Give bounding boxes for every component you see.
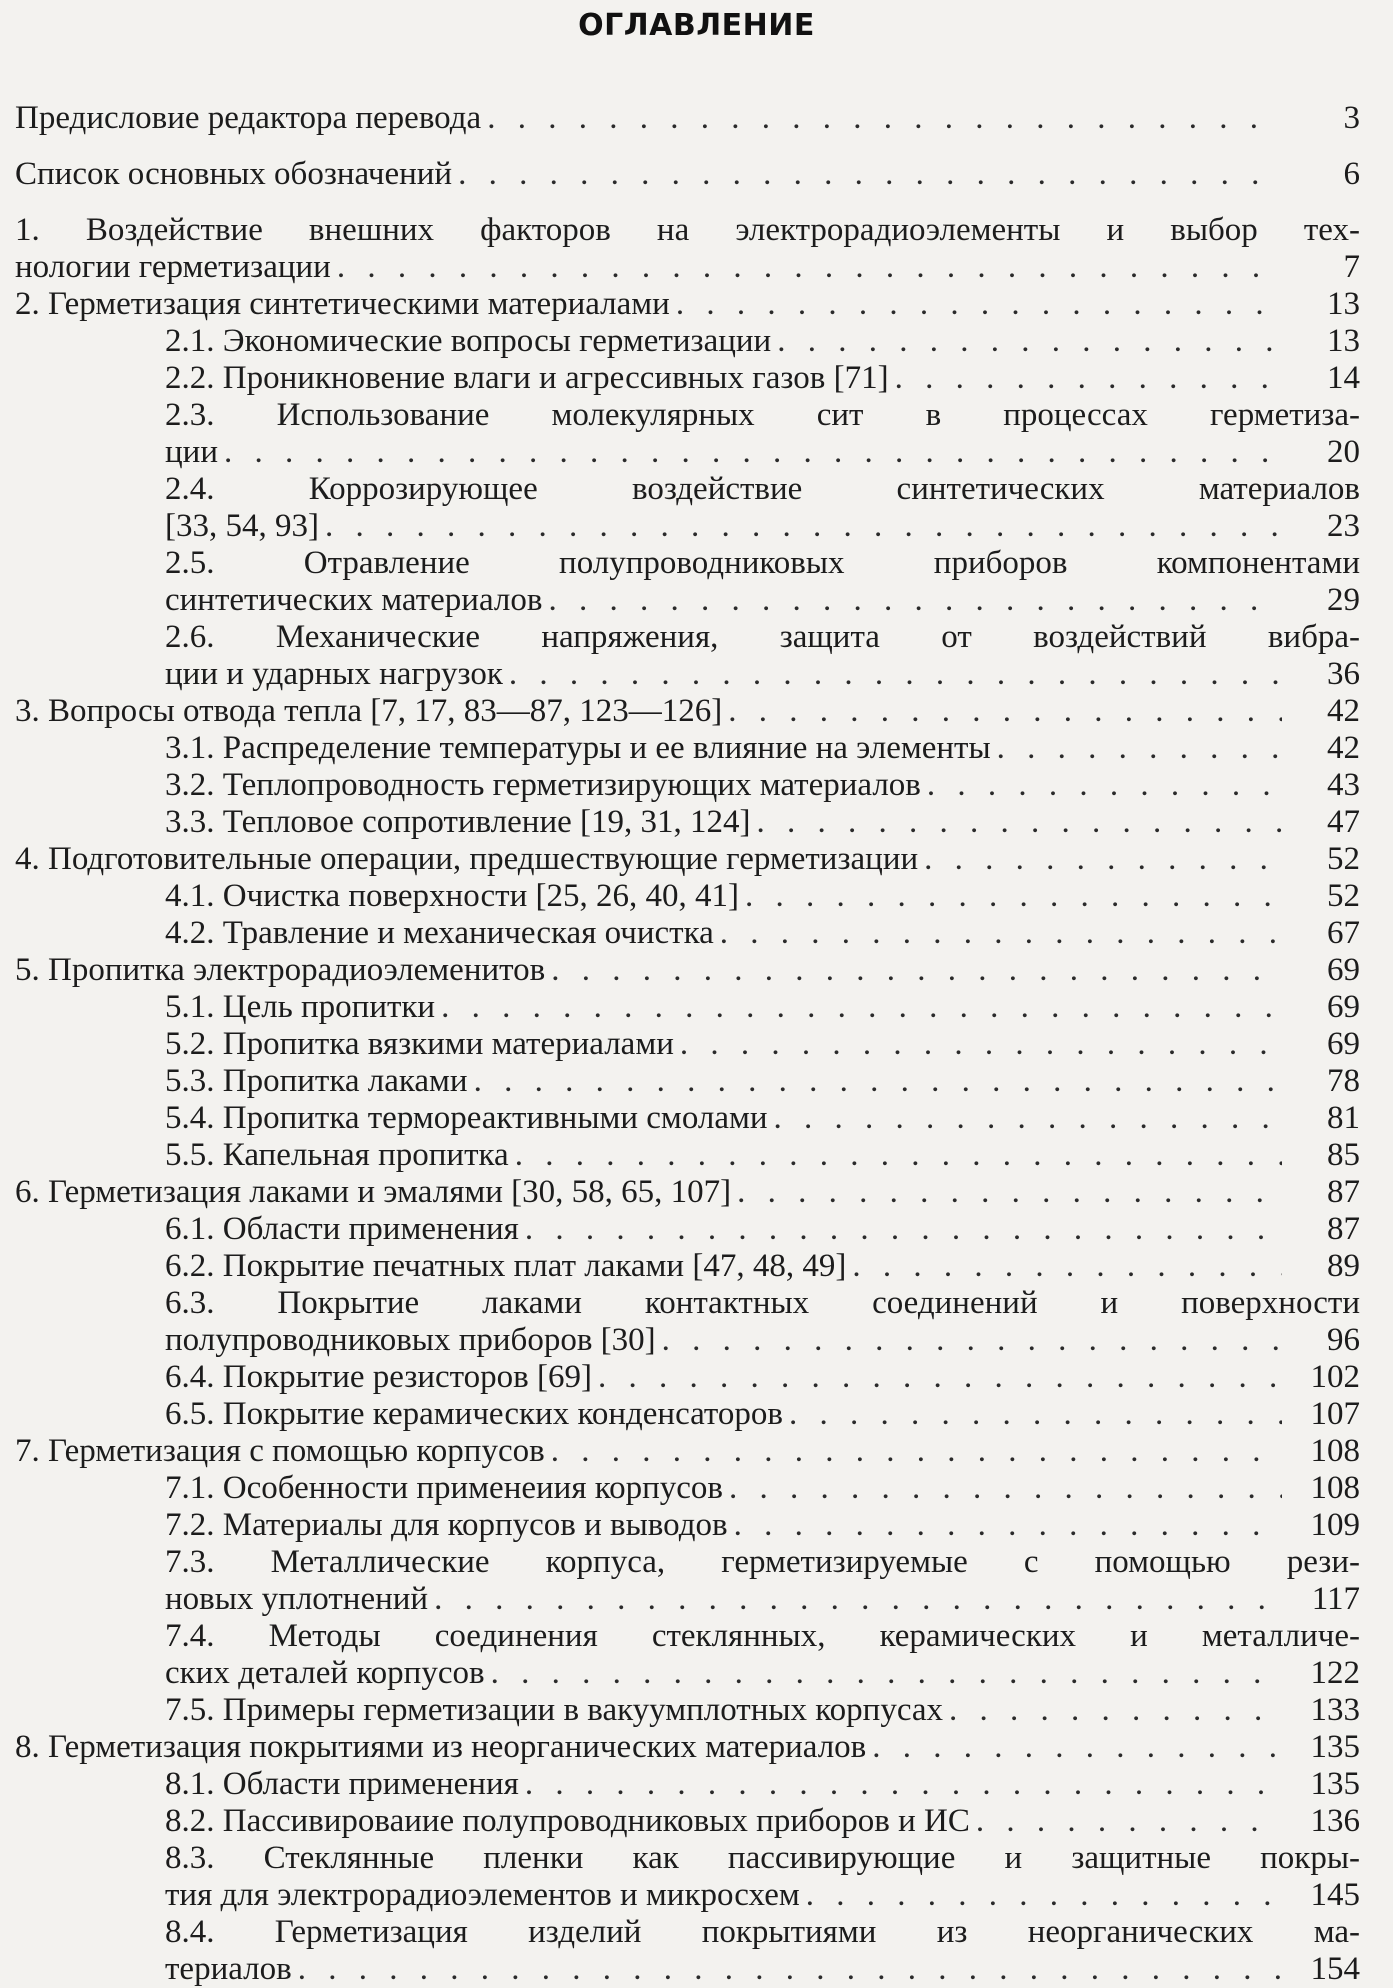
toc-entry-last-line <box>165 1322 1360 1359</box>
toc-entry[interactable] <box>15 1285 1360 1359</box>
toc-entry-title: 7.1. Особенности применеиия корпусов <box>165 1470 724 1506</box>
dot-leader <box>485 1655 1282 1692</box>
toc-entry-title: 4.1. Очистка поверхности [25, 26, 40, 41] <box>165 878 739 914</box>
toc-entry-page-number: 69 <box>1327 989 1360 1025</box>
dot-leader <box>503 656 1282 693</box>
toc-entry-page-number: 42 <box>1327 693 1360 729</box>
toc-entry-last-line <box>165 434 1360 471</box>
toc-entry[interactable] <box>15 952 1360 989</box>
toc-entry-last-line <box>165 1100 1360 1137</box>
toc-entry-page-number: 133 <box>1310 1692 1360 1728</box>
dot-leader <box>921 767 1282 804</box>
toc-entry[interactable] <box>15 360 1360 397</box>
toc-entry-last-line <box>165 1507 1360 1544</box>
dot-leader <box>674 1026 1282 1063</box>
toc-entry[interactable] <box>15 1618 1360 1692</box>
toc-entry-title: новых уплотнений <box>165 1581 429 1617</box>
toc-entry[interactable] <box>15 1840 1360 1914</box>
toc-entry-page-number: 87 <box>1327 1174 1360 1210</box>
toc-entry-last-line <box>165 1951 1360 1988</box>
toc-entry-title: тия для электрорадиоэлементов и микросхем <box>165 1877 800 1913</box>
toc-entry[interactable] <box>15 1026 1360 1063</box>
toc-entry-page-number: 135 <box>1310 1729 1360 1765</box>
toc-entry-page-number: 29 <box>1327 582 1360 618</box>
toc-entry[interactable] <box>15 1248 1360 1285</box>
dot-leader <box>331 249 1282 286</box>
toc-entry-title: 3.2. Теплопроводность герметизирующих материалов <box>165 767 921 803</box>
toc-entry-page-number: 154 <box>1310 1951 1360 1987</box>
toc-entry-title: 6.5. Покрытие керамических конденсаторов <box>165 1396 783 1432</box>
toc-entry-title: 8. Герметизация покрытиями из неорганических материалов <box>15 1729 867 1765</box>
toc-entry-page-number: 145 <box>1310 1877 1360 1913</box>
toc-entry-page-number: 20 <box>1327 434 1360 470</box>
toc-entry-title: 3.1. Распределение температуры и ее влияние на элементы <box>165 730 991 766</box>
toc-entry-title: 4.2. Травление и механическая очистка <box>165 915 714 951</box>
dot-leader <box>723 1470 1282 1507</box>
toc-entry-page-number: 117 <box>1311 1581 1360 1617</box>
toc-entry[interactable] <box>15 1359 1360 1396</box>
toc-entry-last-line <box>165 1470 1360 1507</box>
toc-entry-last-line <box>165 582 1360 619</box>
toc-entry[interactable] <box>15 1470 1360 1507</box>
toc-entry-title-line: 7.3. Металлические корпуса, герметизируемые с помощью рези- <box>165 1544 1360 1580</box>
toc-entry-last-line <box>15 841 1360 878</box>
toc-entry-page-number: 47 <box>1327 804 1360 840</box>
toc-entry[interactable] <box>15 545 1360 619</box>
toc-entry-title-line: 8.4. Герметизация изделий покрытиями из неорганических ма- <box>165 1914 1360 1950</box>
toc-entry[interactable] <box>15 100 1360 137</box>
toc-entry-title: 5.5. Капельная пропитка <box>165 1137 509 1173</box>
toc-entry-title-line: 2.3. Использование молекулярных сит в процессах герметиза- <box>165 397 1360 433</box>
toc-entry[interactable] <box>15 878 1360 915</box>
dot-leader <box>991 730 1282 767</box>
dot-leader <box>468 1063 1282 1100</box>
toc-entry-page-number: 52 <box>1327 878 1360 914</box>
toc-entry[interactable] <box>15 1766 1360 1803</box>
toc-entry-page-number: 52 <box>1327 841 1360 877</box>
toc-entry-last-line <box>165 1581 1360 1618</box>
dot-leader <box>670 286 1282 323</box>
dot-leader <box>435 989 1282 1026</box>
dot-leader <box>481 100 1282 137</box>
toc-entry-title: 7.2. Материалы для корпусов и выводов <box>165 1507 728 1543</box>
toc-entry-page-number: 122 <box>1310 1655 1360 1691</box>
toc-entry-title: 5.2. Пропитка вязкими материалами <box>165 1026 674 1062</box>
toc-entry[interactable] <box>15 286 1360 323</box>
dot-leader <box>509 1137 1282 1174</box>
toc-entry[interactable] <box>15 619 1360 693</box>
toc-entry-last-line <box>15 693 1360 730</box>
toc-entry[interactable] <box>15 212 1360 286</box>
toc-entry-title: 3.3. Тепловое сопротивление [19, 31, 124] <box>165 804 751 840</box>
toc-entry-last-line <box>165 1766 1360 1803</box>
toc-entry[interactable] <box>15 1433 1360 1470</box>
dot-leader <box>452 156 1282 193</box>
dot-leader <box>943 1692 1282 1729</box>
toc-entry-page-number: 96 <box>1327 1322 1360 1358</box>
toc-entry-page-number: 67 <box>1327 915 1360 951</box>
toc-entry-title: 6.1. Области применения <box>165 1211 519 1247</box>
toc-entry[interactable] <box>15 767 1360 804</box>
toc-entry-title-line: 6.3. Покрытие лаками контактных соединений и поверхности <box>165 1285 1360 1321</box>
toc-entry-page-number: 23 <box>1327 508 1360 544</box>
dot-leader <box>783 1396 1282 1433</box>
toc-entry-title: ции и ударных нагрузок <box>165 656 503 692</box>
toc-entry-title: 6.2. Покрытие печатных плат лаками [47, 48, 49] <box>165 1248 847 1284</box>
toc-entry-title: синтетических материалов <box>165 582 543 618</box>
toc-entry-last-line <box>165 878 1360 915</box>
toc-entry-page-number: 81 <box>1327 1100 1360 1136</box>
toc-entry-page-number: 89 <box>1327 1248 1360 1284</box>
toc-entry-page-number: 78 <box>1327 1063 1360 1099</box>
toc-entry-last-line <box>15 249 1360 286</box>
toc-entry-page-number: 14 <box>1327 360 1360 396</box>
toc-entry-last-line <box>165 1026 1360 1063</box>
toc-entry-last-line <box>165 1359 1360 1396</box>
toc-entry-page-number: 136 <box>1310 1803 1360 1839</box>
toc-entry-last-line <box>165 1063 1360 1100</box>
toc-entry-title: 5. Пропитка электрорадиоэлеменитов <box>15 952 546 988</box>
toc-entry-title-line: 2.5. Отравление полупроводниковых приборов компонентами <box>165 545 1360 581</box>
toc-entry[interactable] <box>15 1396 1360 1433</box>
toc-entry[interactable] <box>15 471 1360 545</box>
toc-entry-page-number: 42 <box>1327 730 1360 766</box>
dot-leader <box>218 434 1282 471</box>
toc-entry[interactable] <box>15 323 1360 360</box>
toc-entry[interactable] <box>15 1100 1360 1137</box>
toc-entry-page-number: 3 <box>1343 100 1360 136</box>
toc-entry-last-line <box>165 1248 1360 1285</box>
toc-entry-title: 2. Герметизация синтетическими материалами <box>15 286 670 322</box>
toc-entry-last-line <box>15 156 1360 193</box>
toc-entry-title: полупроводниковых приборов [30] <box>165 1322 656 1358</box>
toc-entry[interactable] <box>15 1729 1360 1766</box>
toc-entry-last-line <box>165 1655 1360 1692</box>
dot-leader <box>771 323 1282 360</box>
toc-entry-page-number: 69 <box>1327 952 1360 988</box>
toc-entry[interactable] <box>15 156 1360 193</box>
table-of-contents <box>15 100 1360 1988</box>
toc-entry[interactable] <box>15 693 1360 730</box>
toc-entry-page-number: 43 <box>1327 767 1360 803</box>
toc-entry-page-number: 107 <box>1310 1396 1360 1432</box>
toc-entry-last-line <box>165 767 1360 804</box>
dot-leader <box>866 1729 1282 1766</box>
toc-entry-title: 8.1. Области применения <box>165 1766 519 1802</box>
toc-entry-title: териалов <box>165 1951 292 1987</box>
dot-leader <box>292 1951 1282 1988</box>
toc-entry-title-line: 2.6. Механические напряжения, защита от воздействий вибра- <box>165 619 1360 655</box>
dot-leader <box>846 1248 1282 1285</box>
dot-leader <box>728 1507 1282 1544</box>
toc-entry-last-line <box>165 804 1360 841</box>
toc-entry-last-line <box>15 952 1360 989</box>
toc-entry-title: ции <box>165 434 218 470</box>
dot-leader <box>592 1359 1282 1396</box>
toc-entry-title: 8.2. Пассивироваиие полупроводниковых приборов и ИС <box>165 1803 970 1839</box>
toc-entry[interactable] <box>15 1803 1360 1840</box>
page-title: ОГЛАВЛЕНИЕ <box>578 8 815 43</box>
toc-entry[interactable] <box>15 989 1360 1026</box>
toc-entry-page-number: 13 <box>1327 323 1360 359</box>
toc-entry[interactable] <box>15 841 1360 878</box>
dot-leader <box>714 915 1282 952</box>
toc-entry-last-line <box>15 1729 1360 1766</box>
dot-leader <box>722 693 1282 730</box>
toc-entry-title: 6. Герметизация лаками и эмалями [30, 58, 65, 107] <box>15 1174 732 1210</box>
dot-leader <box>428 1581 1282 1618</box>
toc-entry[interactable] <box>15 804 1360 841</box>
toc-entry-title-line: 2.4. Коррозирующее воздействие синтетических материалов <box>165 471 1360 507</box>
dot-leader <box>519 1766 1282 1803</box>
toc-entry[interactable] <box>15 1507 1360 1544</box>
toc-entry-title: 7. Герметизация с помощью корпусов <box>15 1433 545 1469</box>
toc-entry-title: 5.3. Пропитка лаками <box>165 1063 468 1099</box>
toc-entry[interactable] <box>15 1914 1360 1988</box>
toc-entry-page-number: 36 <box>1327 656 1360 692</box>
toc-entry[interactable] <box>15 1063 1360 1100</box>
toc-entry-last-line <box>165 323 1360 360</box>
toc-entry-title-line: 7.4. Методы соединения стеклянных, керамических и металличе- <box>165 1618 1360 1654</box>
toc-entry-title: [33, 54, 93] <box>165 508 319 544</box>
dot-leader <box>545 1433 1282 1470</box>
toc-entry-page-number: 87 <box>1327 1211 1360 1247</box>
toc-entry-title: 4. Подготовительные операции, предшествующие герметизации <box>15 841 919 877</box>
dot-leader <box>731 1174 1282 1211</box>
dot-leader <box>545 952 1282 989</box>
dot-leader <box>751 804 1283 841</box>
toc-entry-last-line <box>165 1803 1360 1840</box>
toc-entry[interactable] <box>15 915 1360 952</box>
dot-leader <box>768 1100 1282 1137</box>
toc-entry-last-line <box>165 1877 1360 1914</box>
toc-entry-title: 5.1. Цель пропитки <box>165 989 436 1025</box>
toc-entry-last-line <box>15 1174 1360 1211</box>
toc-entry-title: 2.2. Проникновение влаги и агрессивных газов [71] <box>165 360 889 396</box>
toc-entry-page-number: 7 <box>1343 249 1360 285</box>
toc-entry-last-line <box>165 1137 1360 1174</box>
toc-entry-page-number: 109 <box>1310 1507 1360 1543</box>
toc-entry-title-line: 1. Воздействие внешних факторов на электрорадиоэлементы и выбор тех- <box>15 212 1360 248</box>
toc-entry-title: 2.1. Экономические вопросы герметизации <box>165 323 772 359</box>
toc-entry-title: Список основных обозначений <box>15 156 453 192</box>
dot-leader <box>542 582 1282 619</box>
dot-leader <box>519 1211 1282 1248</box>
toc-entry[interactable] <box>15 1692 1360 1729</box>
toc-entry-title: 6.4. Покрытие резисторов [69] <box>165 1359 592 1395</box>
toc-entry-last-line <box>15 286 1360 323</box>
toc-entry-page-number: 108 <box>1310 1433 1360 1469</box>
toc-entry-page-number: 85 <box>1327 1137 1360 1173</box>
dot-leader <box>970 1803 1282 1840</box>
toc-entry-title: 7.5. Примеры герметизации в вакуумплотных корпусах <box>165 1692 944 1728</box>
toc-entry[interactable] <box>15 397 1360 471</box>
dot-leader <box>889 360 1282 397</box>
dot-leader <box>319 508 1282 545</box>
toc-entry[interactable] <box>15 1211 1360 1248</box>
toc-entry-page-number: 102 <box>1310 1359 1360 1395</box>
toc-entry-last-line <box>165 1692 1360 1729</box>
toc-entry[interactable] <box>15 1174 1360 1211</box>
toc-entry-page-number: 135 <box>1310 1766 1360 1802</box>
toc-entry-title: Предисловие редактора перевода <box>15 100 482 136</box>
toc-entry-title: нологии герметизации <box>15 249 331 285</box>
toc-entry-last-line <box>165 1211 1360 1248</box>
dot-leader <box>656 1322 1282 1359</box>
toc-entry-last-line <box>165 915 1360 952</box>
toc-entry-last-line <box>15 1433 1360 1470</box>
toc-entry[interactable] <box>15 730 1360 767</box>
dot-leader <box>918 841 1282 878</box>
toc-entry-last-line <box>165 508 1360 545</box>
toc-entry-page-number: 69 <box>1327 1026 1360 1062</box>
toc-entry-last-line <box>165 656 1360 693</box>
toc-entry[interactable] <box>15 1137 1360 1174</box>
toc-entry-title: 5.4. Пропитка термореактивными смолами <box>165 1100 768 1136</box>
toc-entry-page-number: 108 <box>1310 1470 1360 1506</box>
toc-entry-last-line <box>165 730 1360 767</box>
dot-leader <box>739 878 1282 915</box>
toc-entry[interactable] <box>15 1544 1360 1618</box>
toc-entry-title: 3. Вопросы отвода тепла [7, 17, 83—87, 123—126] <box>15 693 723 729</box>
toc-entry-last-line <box>165 989 1360 1026</box>
toc-entry-page-number: 6 <box>1343 156 1360 192</box>
toc-entry-page-number: 13 <box>1327 286 1360 322</box>
toc-entry-title-line: 8.3. Стеклянные пленки как пассивирующие и защитные покры- <box>165 1840 1360 1876</box>
toc-entry-last-line <box>165 1396 1360 1433</box>
toc-entry-last-line <box>15 100 1360 137</box>
toc-entry-last-line <box>165 360 1360 397</box>
dot-leader <box>800 1877 1282 1914</box>
toc-entry-title: ских деталей корпусов <box>165 1655 485 1691</box>
